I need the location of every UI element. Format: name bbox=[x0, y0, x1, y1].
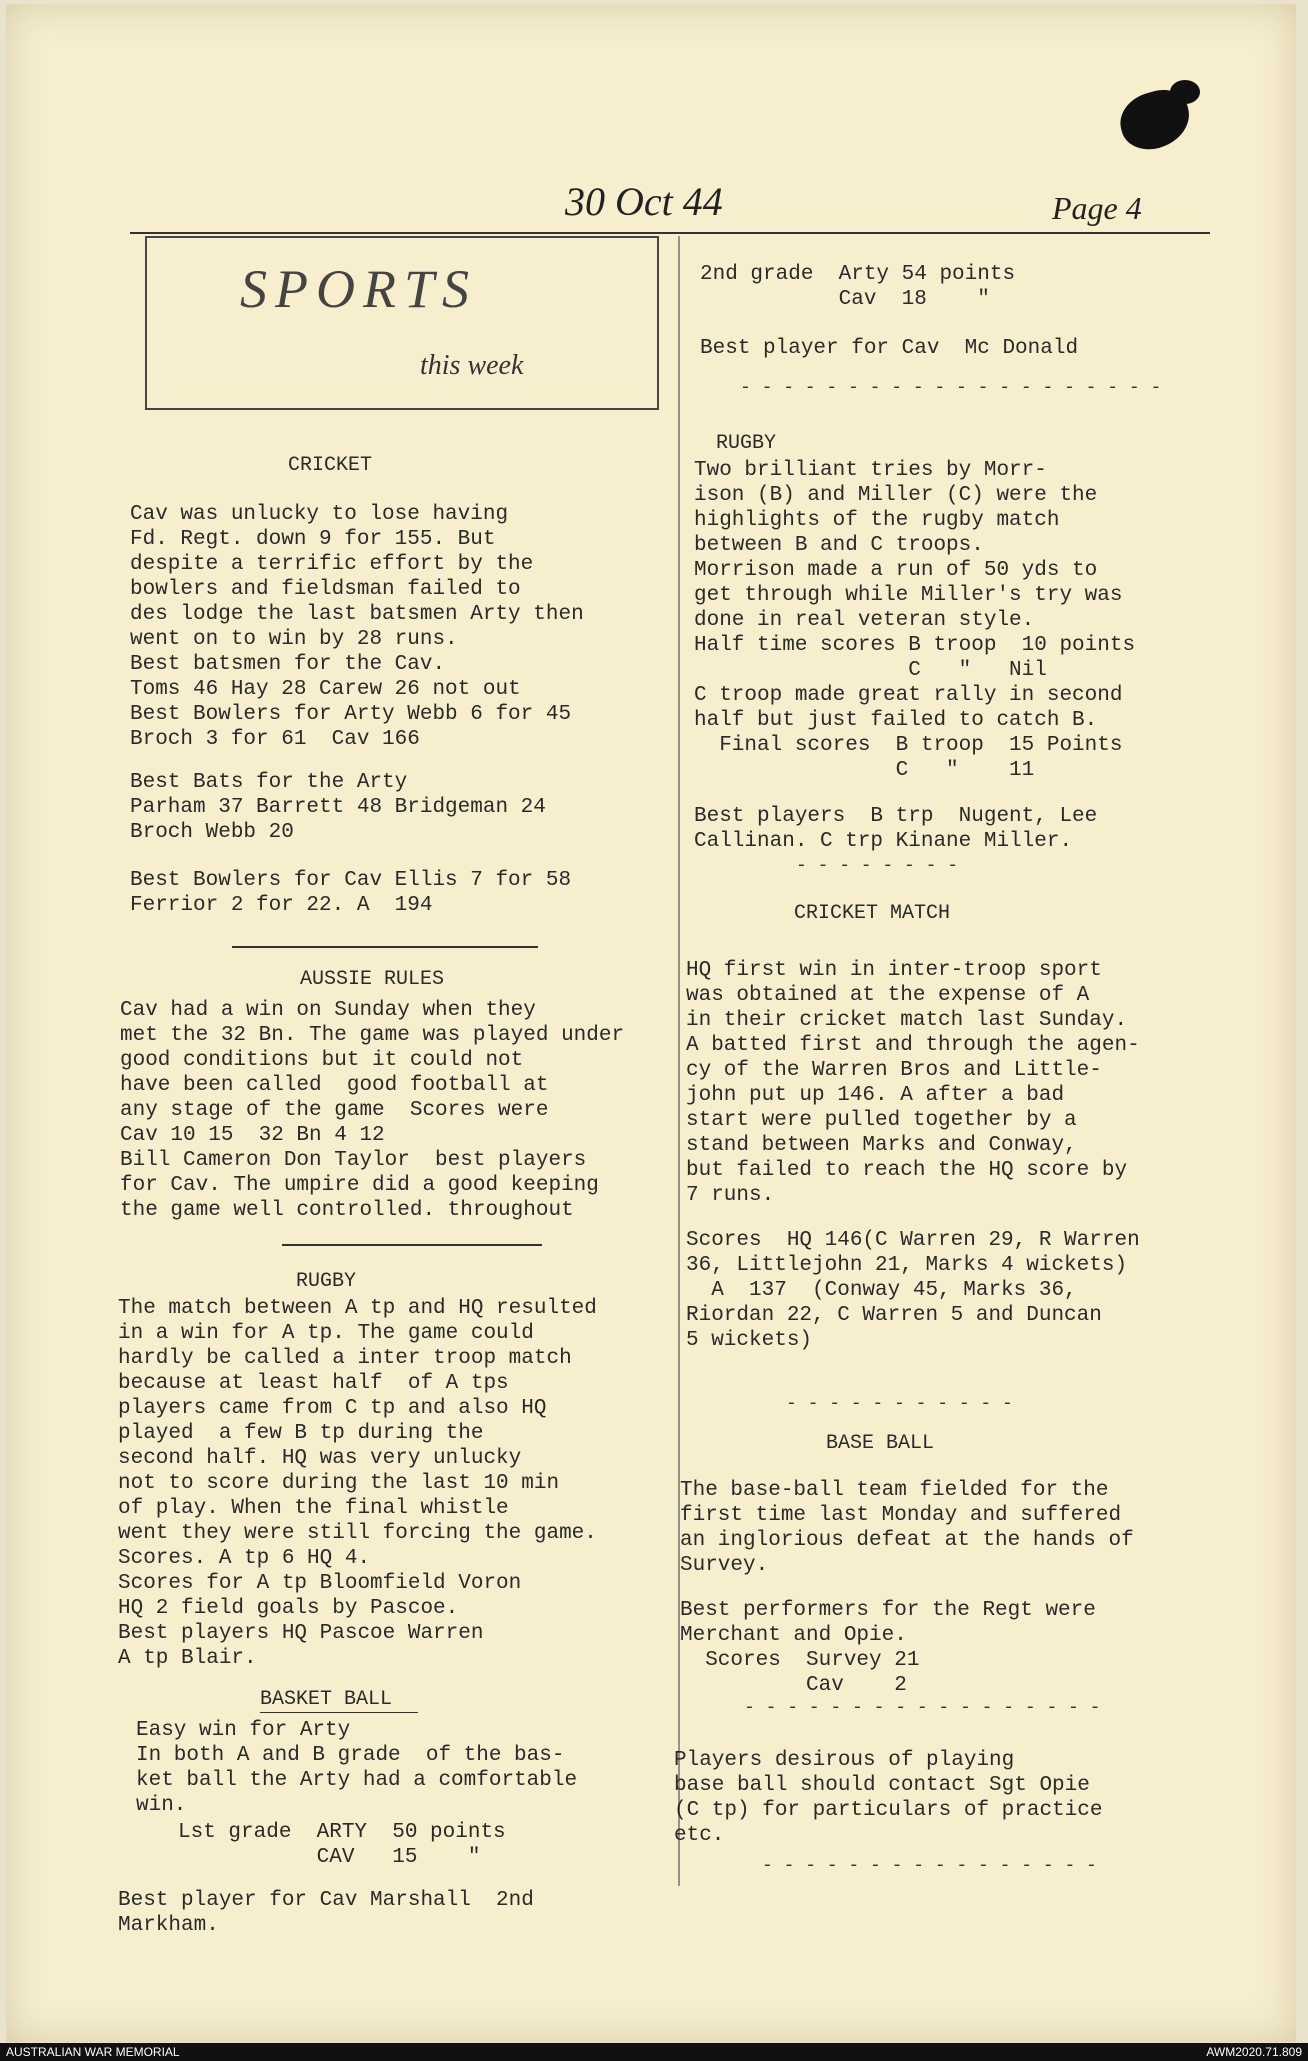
cricket-heading: CRICKET bbox=[288, 454, 373, 477]
sports-subtitle: this week bbox=[420, 350, 524, 381]
section-rule bbox=[232, 946, 538, 948]
issue-date: 30 Oct 44 bbox=[565, 179, 723, 224]
dash-rule: - - - - - - - - - - - - - - - - - bbox=[744, 1698, 1101, 1718]
footer-bar bbox=[0, 2043, 1308, 2061]
base-ball-performers: Best performers for the Regt were Merchant and Opie. Scores Survey 21 Cav 2 bbox=[680, 1599, 1096, 1697]
aussie-rules-report: Cav had a win on Sunday when they met the 32 Bn. The game was played under good conditions but it could not have been called good football at any stage of the game Scores were Cav 10 15 32 Bn 4 12 Bill Cameron Don Taylor best players for Cav. The umpire did a good keeping the game well controlled. throughout bbox=[120, 999, 625, 1222]
rugby-bc-report: Two brilliant tries by Morr- ison (B) and Miller (C) were the highlights of the rugby match between B and C troops. Morrison made a run of 50 yds to get through while Miller's try was done in real veteran style. Half time scores B troop 10 points C " Nil C troop made great rally in second half but just failed to catch B. Final scores B troop 15 Points C " 11 bbox=[694, 459, 1136, 782]
base-ball-heading: BASE BALL bbox=[826, 1432, 935, 1455]
cricket-best-bats: Best Bats for the Arty Parham 37 Barrett 48 Bridgeman 24 Broch Webb 20 bbox=[130, 771, 546, 844]
cricket-report: Cav was unlucky to lose having Fd. Regt. down 9 for 155. But despite a terrific effort by the bowlers and fieldsman failed to des lodge the last batsmen Arty then went on to win by 28 runs. Best batsmen for the Cav. Toms 46 Hay 28 Carew 26 not out Best Bowlers for Arty Webb 6 for 45 Broch 3 for 61 Cav 166 bbox=[130, 503, 584, 751]
rugby-heading: RUGBY bbox=[296, 1270, 357, 1293]
basket-ball-best-player: Best player for Cav Marshall 2nd Markham. bbox=[118, 1889, 534, 1937]
header-rule bbox=[130, 232, 1210, 234]
aussie-rules-heading: AUSSIE RULES bbox=[300, 968, 445, 991]
footer-institution: AUSTRALIAN WAR MEMORIAL bbox=[6, 2045, 180, 2059]
sports-title: SPORTS bbox=[240, 259, 477, 319]
rugby-report: The match between A tp and HQ resulted in a win for A tp. The game could hardly be called a inter troop match because at least half of A tps players came from C tp and also HQ played a few B tp during the second half. HQ was very unlucky not to score during the last 10 min of play. When the final whistle went they were still forcing the game. Scores. A tp 6 HQ 4. Scores for A tp Bloomfield Voron HQ 2 field goals by Pascoe. Best players HQ Pascoe Warren A tp Blair. bbox=[118, 1297, 597, 1670]
base-ball-notice: Players desirous of playing base ball should contact Sgt Opie (C tp) for particulars of practice etc. bbox=[674, 1749, 1103, 1847]
dash-rule: - - - - - - - - - - - bbox=[786, 1394, 1013, 1414]
page-number: Page 4 bbox=[1052, 190, 1142, 226]
cricket-match-report: HQ first win in inter-troop sport was obtained at the expense of A in their cricket match last Sunday. A batted first and through the agen- cy of the Warren Bros and Little- john put up 146. A after a bad start were pulled together by a stand between Marks and Conway, but failed to reach the HQ score by 7 runs. bbox=[686, 959, 1140, 1207]
rugby-bc-best-players: Best players B trp Nugent, Lee Callinan. C trp Kinane Miller. bbox=[694, 805, 1098, 853]
ink-blot-small bbox=[1170, 80, 1200, 104]
rugby-bc-heading: RUGBY bbox=[716, 432, 777, 455]
basket-ball-best-cav: Best player for Cav Mc Donald bbox=[700, 337, 1079, 360]
section-rule bbox=[282, 1244, 542, 1246]
dash-rule: - - - - - - - - - - - - - - - - bbox=[762, 1856, 1097, 1876]
basket-ball-second-grade: 2nd grade Arty 54 points Cav 18 " bbox=[700, 263, 1016, 311]
dash-rule: - - - - - - - - - - - - - - - - - - - - bbox=[740, 378, 1162, 398]
footer-accession-number: AWM2020.71.809 bbox=[1206, 2045, 1302, 2059]
basket-ball-report: Easy win for Arty In both A and B grade of the bas- ket ball the Arty had a comfortable win. bbox=[136, 1719, 578, 1817]
heading-underline bbox=[260, 1712, 418, 1713]
cricket-match-scores: Scores HQ 146(C Warren 29, R Warren 36, Littlejohn 21, Marks 4 wickets) A 137 (Conway 45, Marks 36, Riordan 22, C Warren 5 and Duncan 5 wickets) bbox=[686, 1229, 1140, 1352]
basket-ball-heading: BASKET BALL bbox=[260, 1688, 393, 1711]
cricket-best-bowlers: Best Bowlers for Cav Ellis 7 for 58 Ferrior 2 for 22. A 194 bbox=[130, 869, 572, 917]
cricket-match-heading: CRICKET MATCH bbox=[794, 902, 951, 925]
base-ball-report: The base-ball team fielded for the first time last Monday and suffered an inglorious defeat at the hands of Survey. bbox=[680, 1479, 1134, 1577]
basket-ball-scores: Lst grade ARTY 50 points CAV 15 " bbox=[178, 1821, 506, 1869]
dash-rule: - - - - - - - - bbox=[796, 856, 959, 876]
